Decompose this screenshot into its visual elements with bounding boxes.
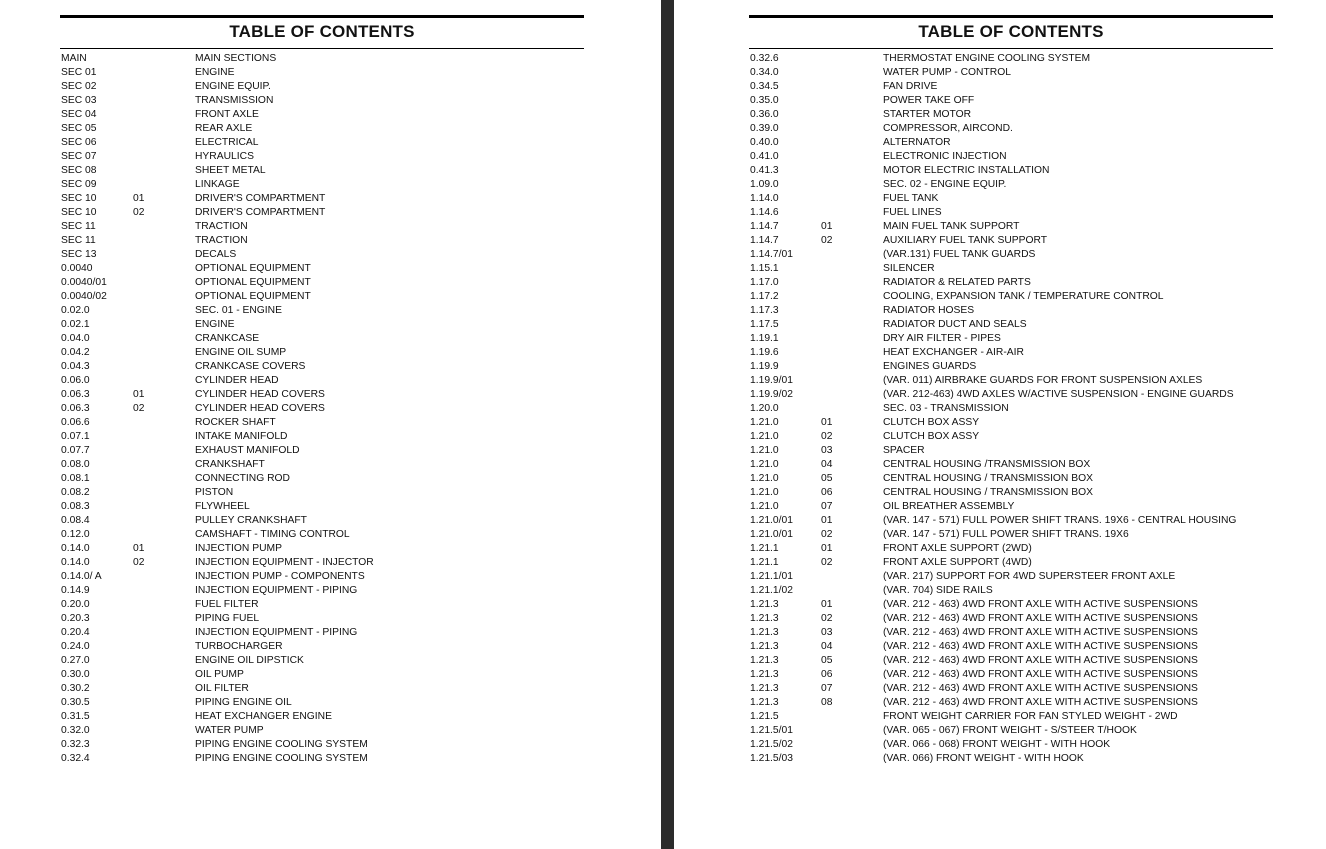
toc-entry-code: 1.21.3: [750, 627, 779, 638]
toc-entry-code: 0.14.9: [61, 585, 90, 596]
toc-entry-code: 1.21.0: [750, 431, 779, 442]
toc-entry-sub: 02: [821, 529, 833, 540]
toc-entry-title: (VAR. 217) SUPPORT FOR 4WD SUPERSTEER FRONT AXLE: [883, 571, 1176, 582]
toc-entry-title: SHEET METAL: [195, 165, 266, 176]
toc-entry-code: 1.14.7/01: [750, 249, 793, 260]
toc-entry-code: 0.14.0: [61, 557, 90, 568]
toc-entry-code: 1.21.0/01: [750, 515, 793, 526]
toc-entry-title: (VAR. 212 - 463) 4WD FRONT AXLE WITH ACTIVE SUSPENSIONS: [883, 669, 1198, 680]
toc-entry-title: PIPING ENGINE COOLING SYSTEM: [195, 753, 368, 764]
toc-entry-title: PIPING ENGINE COOLING SYSTEM: [195, 739, 368, 750]
toc-entry-title: HEAT EXCHANGER - AIR-AIR: [883, 347, 1024, 358]
toc-entry-code: 1.14.0: [750, 193, 779, 204]
toc-entry-title: WATER PUMP: [195, 725, 264, 736]
toc-entry-title: TRACTION: [195, 235, 248, 246]
toc-entry-code: 0.06.0: [61, 375, 90, 386]
toc-entry-code: 0.04.2: [61, 347, 90, 358]
toc-entry-title: MAIN SECTIONS: [195, 53, 277, 64]
toc-entry-title: OPTIONAL EQUIPMENT: [195, 291, 311, 302]
toc-entry-code: 1.21.0/01: [750, 529, 793, 540]
toc-entry-code: 0.30.0: [61, 669, 90, 680]
toc-entry-title: COMPRESSOR, AIRCOND.: [883, 123, 1013, 134]
toc-entry-code: 1.21.5/03: [750, 753, 793, 764]
toc-entry-code: 1.15.1: [750, 263, 779, 274]
toc-entry-code: 1.14.7: [750, 221, 779, 232]
toc-entry-title: ALTERNATOR: [883, 137, 951, 148]
toc-entry-code: 0.41.0: [750, 151, 779, 162]
left-page: [0, 0, 661, 849]
toc-entry-code: 0.20.0: [61, 599, 90, 610]
toc-entry-code: 1.21.1: [750, 557, 779, 568]
toc-entry-title: OIL FILTER: [195, 683, 249, 694]
toc-entry-title: SEC. 02 - ENGINE EQUIP.: [883, 179, 1007, 190]
toc-entry-code: 1.17.5: [750, 319, 779, 330]
toc-entry-code: 1.21.3: [750, 641, 779, 652]
toc-entry-title: FRONT AXLE SUPPORT (4WD): [883, 557, 1032, 568]
toc-entry-title: RADIATOR HOSES: [883, 305, 975, 316]
toc-entry-title: (VAR.131) FUEL TANK GUARDS: [883, 249, 1036, 260]
toc-entry-sub: 03: [821, 445, 833, 456]
toc-entry-code: SEC 08: [61, 165, 97, 176]
toc-entry-title: SPACER: [883, 445, 925, 456]
toc-entry-code: 0.02.1: [61, 319, 90, 330]
toc-entry-title: OIL PUMP: [195, 669, 244, 680]
toc-entry-code: 1.21.3: [750, 655, 779, 666]
toc-entry-title: DRIVER'S COMPARTMENT: [195, 193, 326, 204]
toc-entry-title: FUEL LINES: [883, 207, 942, 218]
toc-entry-title: ENGINE OIL DIPSTICK: [195, 655, 304, 666]
toc-entry-sub: 01: [821, 543, 833, 554]
toc-entry-code: 0.12.0: [61, 529, 90, 540]
toc-entry-sub: 03: [821, 627, 833, 638]
toc-entry-sub: 08: [821, 697, 833, 708]
toc-entry-code: 0.20.3: [61, 613, 90, 624]
toc-entry-sub: 02: [821, 235, 833, 246]
toc-entry-sub: 01: [821, 599, 833, 610]
toc-entry-code: SEC 03: [61, 95, 97, 106]
toc-entry-title: (VAR. 066 - 068) FRONT WEIGHT - WITH HOOK: [883, 739, 1111, 750]
toc-entry-code: 0.08.3: [61, 501, 90, 512]
toc-entry-sub: 01: [133, 389, 145, 400]
toc-entry-sub: 04: [821, 641, 833, 652]
toc-entry-code: SEC 06: [61, 137, 97, 148]
toc-entry-title: ROCKER SHAFT: [195, 417, 276, 428]
toc-entry-code: 0.06.3: [61, 389, 90, 400]
toc-entry-title: MOTOR ELECTRIC INSTALLATION: [883, 165, 1050, 176]
toc-entry-title: TURBOCHARGER: [195, 641, 283, 652]
toc-entry-code: 0.32.6: [750, 53, 779, 64]
toc-entry-title: (VAR. 147 - 571) FULL POWER SHIFT TRANS. 19X6 - CENTRAL HOUSING: [883, 515, 1237, 526]
toc-entry-title: FAN DRIVE: [883, 81, 938, 92]
toc-entry-code: 1.19.9: [750, 361, 779, 372]
toc-entry-code: 1.19.9/02: [750, 389, 793, 400]
toc-entry-code: 1.21.3: [750, 683, 779, 694]
toc-entry-title: INJECTION PUMP: [195, 543, 282, 554]
toc-entry-code: 0.34.0: [750, 67, 779, 78]
toc-entry-code: 1.19.9/01: [750, 375, 793, 386]
toc-entry-title: (VAR. 212 - 463) 4WD FRONT AXLE WITH ACTIVE SUSPENSIONS: [883, 697, 1198, 708]
toc-entry-code: 0.32.0: [61, 725, 90, 736]
toc-entry-sub: 07: [821, 683, 833, 694]
toc-entry-code: 0.20.4: [61, 627, 90, 638]
toc-entry-title: EXHAUST MANIFOLD: [195, 445, 300, 456]
toc-entry-sub: 05: [821, 473, 833, 484]
toc-entry-title: MAIN FUEL TANK SUPPORT: [883, 221, 1020, 232]
toc-entry-title: (VAR. 065 - 067) FRONT WEIGHT - S/STEER T/HOOK: [883, 725, 1137, 736]
toc-entry-code: 1.21.3: [750, 697, 779, 708]
toc-entry-title: FRONT AXLE: [195, 109, 259, 120]
left-page-title: TABLE OF CONTENTS: [229, 22, 415, 41]
toc-entry-sub: 01: [821, 221, 833, 232]
toc-entry-code: SEC 10: [61, 193, 97, 204]
toc-entry-title: ENGINE OIL SUMP: [195, 347, 287, 358]
toc-entry-title: RADIATOR & RELATED PARTS: [883, 277, 1031, 288]
toc-entry-code: 1.21.0: [750, 501, 779, 512]
toc-entry-code: 1.09.0: [750, 179, 779, 190]
toc-entry-code: 0.32.4: [61, 753, 90, 764]
right-page-title: TABLE OF CONTENTS: [918, 22, 1104, 41]
toc-entry-code: 1.21.5/02: [750, 739, 793, 750]
toc-entry-code: 0.27.0: [61, 655, 90, 666]
toc-entry-code: SEC 02: [61, 81, 97, 92]
toc-entry-title: DRY AIR FILTER - PIPES: [883, 333, 1001, 344]
toc-entry-code: SEC 01: [61, 67, 97, 78]
toc-entry-code: 1.19.6: [750, 347, 779, 358]
toc-entry-title: CYLINDER HEAD COVERS: [195, 389, 325, 400]
toc-entry-title: (VAR. 212 - 463) 4WD FRONT AXLE WITH ACTIVE SUSPENSIONS: [883, 655, 1198, 666]
toc-entry-sub: 01: [133, 543, 145, 554]
toc-entry-sub: 07: [821, 501, 833, 512]
right-page-header: [749, 15, 1273, 49]
toc-entry-title: DRIVER'S COMPARTMENT: [195, 207, 326, 218]
left-page-header: [60, 15, 584, 49]
toc-entry-title: INJECTION EQUIPMENT - PIPING: [195, 585, 358, 596]
toc-entry-code: 0.41.3: [750, 165, 779, 176]
toc-entry-code: SEC 09: [61, 179, 97, 190]
toc-entry-title: POWER TAKE OFF: [883, 95, 975, 106]
toc-entry-code: 0.32.3: [61, 739, 90, 750]
toc-entry-title: INJECTION PUMP - COMPONENTS: [195, 571, 365, 582]
toc-entry-sub: 04: [821, 459, 833, 470]
toc-entry-sub: 01: [821, 515, 833, 526]
toc-entry-code: 1.21.3: [750, 613, 779, 624]
toc-entry-code: 1.21.5/01: [750, 725, 793, 736]
toc-entry-title: ENGINES GUARDS: [883, 361, 977, 372]
toc-entry-code: 0.0040/01: [61, 277, 107, 288]
toc-entry-code: 0.30.5: [61, 697, 90, 708]
toc-entry-code: 1.21.0: [750, 487, 779, 498]
toc-entry-sub: 02: [133, 557, 145, 568]
toc-entry-sub: 01: [133, 193, 145, 204]
toc-entry-title: FLYWHEEL: [195, 501, 250, 512]
toc-entry-code: 0.04.0: [61, 333, 90, 344]
toc-entry-code: SEC 04: [61, 109, 97, 120]
toc-entry-code: 0.02.0: [61, 305, 90, 316]
toc-entry-code: 0.07.1: [61, 431, 90, 442]
toc-entry-title: (VAR. 011) AIRBRAKE GUARDS FOR FRONT SUSPENSION AXLES: [883, 375, 1203, 386]
toc-entry-code: 1.14.7: [750, 235, 779, 246]
toc-entry-code: 0.34.5: [750, 81, 779, 92]
toc-entry-code: SEC 07: [61, 151, 97, 162]
toc-entry-code: SEC 10: [61, 207, 97, 218]
toc-entry-title: ELECTRICAL: [195, 137, 259, 148]
toc-entry-code: 1.14.6: [750, 207, 779, 218]
toc-entry-title: (VAR. 147 - 571) FULL POWER SHIFT TRANS. 19X6: [883, 529, 1129, 540]
toc-entry-title: (VAR. 212 - 463) 4WD FRONT AXLE WITH ACTIVE SUSPENSIONS: [883, 627, 1198, 638]
toc-entry-code: 0.39.0: [750, 123, 779, 134]
toc-entry-title: RADIATOR DUCT AND SEALS: [883, 319, 1027, 330]
toc-entry-code: 1.21.1/02: [750, 585, 793, 596]
toc-entry-title: REAR AXLE: [195, 123, 253, 134]
toc-entry-title: INJECTION EQUIPMENT - PIPING: [195, 627, 358, 638]
toc-entry-title: SILENCER: [883, 263, 935, 274]
toc-entry-code: SEC 05: [61, 123, 97, 134]
toc-entry-title: FUEL TANK: [883, 193, 939, 204]
toc-entry-code: 0.14.0: [61, 543, 90, 554]
toc-entry-title: PISTON: [195, 487, 234, 498]
toc-entry-title: ELECTRONIC INJECTION: [883, 151, 1007, 162]
toc-entry-title: CRANKCASE: [195, 333, 260, 344]
toc-entry-code: SEC 11: [61, 235, 96, 246]
toc-entry-title: HYRAULICS: [195, 151, 254, 162]
toc-entry-code: SEC 11: [61, 221, 96, 232]
toc-entry-code: 0.14.0/ A: [61, 571, 102, 582]
toc-entry-code: 1.19.1: [750, 333, 779, 344]
toc-entry-title: FRONT AXLE SUPPORT (2WD): [883, 543, 1032, 554]
toc-entry-code: 0.07.7: [61, 445, 90, 456]
toc-entry-title: INTAKE MANIFOLD: [195, 431, 288, 442]
toc-entry-code: 1.21.0: [750, 445, 779, 456]
toc-entry-title: FUEL FILTER: [195, 599, 259, 610]
toc-entry-sub: 01: [821, 417, 833, 428]
toc-entry-title: (VAR. 212 - 463) 4WD FRONT AXLE WITH ACTIVE SUSPENSIONS: [883, 641, 1198, 652]
toc-entry-title: CLUTCH BOX ASSY: [883, 417, 980, 428]
toc-entry-title: ENGINE EQUIP.: [195, 81, 271, 92]
toc-entry-title: WATER PUMP - CONTROL: [883, 67, 1011, 78]
toc-entry-sub: 05: [821, 655, 833, 666]
toc-entry-title: PIPING FUEL: [195, 613, 260, 624]
toc-entry-title: PULLEY CRANKSHAFT: [195, 515, 307, 526]
page-gutter: [661, 0, 674, 849]
toc-entry-title: (VAR. 066) FRONT WEIGHT - WITH HOOK: [883, 753, 1084, 764]
toc-entry-code: 0.04.3: [61, 361, 90, 372]
toc-entry-code: 0.08.2: [61, 487, 90, 498]
toc-entry-code: 0.06.6: [61, 417, 90, 428]
toc-entry-title: INJECTION EQUIPMENT - INJECTOR: [195, 557, 374, 568]
toc-entry-code: 1.21.5: [750, 711, 779, 722]
toc-entry-code: 0.08.0: [61, 459, 90, 470]
toc-entry-title: LINKAGE: [195, 179, 240, 190]
toc-entry-title: PIPING ENGINE OIL: [195, 697, 292, 708]
toc-entry-title: CYLINDER HEAD COVERS: [195, 403, 325, 414]
toc-entry-title: OPTIONAL EQUIPMENT: [195, 263, 311, 274]
toc-entry-sub: 06: [821, 669, 833, 680]
toc-entry-code: 1.21.1: [750, 543, 779, 554]
toc-entry-title: ENGINE: [195, 319, 235, 330]
toc-entry-code: 1.20.0: [750, 403, 779, 414]
toc-entry-code: 0.08.1: [61, 473, 90, 484]
toc-entry-code: 0.0040: [61, 263, 93, 274]
toc-entry-code: 0.31.5: [61, 711, 90, 722]
toc-entry-title: (VAR. 212 - 463) 4WD FRONT AXLE WITH ACTIVE SUSPENSIONS: [883, 599, 1198, 610]
right-page: [674, 0, 1326, 849]
toc-entry-sub: 02: [133, 403, 145, 414]
toc-entry-code: 1.17.2: [750, 291, 779, 302]
toc-entry-title: OPTIONAL EQUIPMENT: [195, 277, 311, 288]
toc-entry-title: CLUTCH BOX ASSY: [883, 431, 980, 442]
toc-entry-title: TRACTION: [195, 221, 248, 232]
toc-entry-title: OIL BREATHER ASSEMBLY: [883, 501, 1015, 512]
toc-entry-title: CENTRAL HOUSING /TRANSMISSION BOX: [883, 459, 1091, 470]
toc-entry-code: 1.17.3: [750, 305, 779, 316]
toc-entry-title: ENGINE: [195, 67, 235, 78]
toc-entry-code: 0.08.4: [61, 515, 90, 526]
toc-entry-title: COOLING, EXPANSION TANK / TEMPERATURE CONTROL: [883, 291, 1164, 302]
toc-entry-code: 0.24.0: [61, 641, 90, 652]
toc-entry-title: STARTER MOTOR: [883, 109, 972, 120]
toc-entry-title: (VAR. 704) SIDE RAILS: [883, 585, 993, 596]
toc-entry-title: (VAR. 212 - 463) 4WD FRONT AXLE WITH ACTIVE SUSPENSIONS: [883, 613, 1198, 624]
toc-entry-code: SEC 13: [61, 249, 97, 260]
toc-entry-title: SEC. 01 - ENGINE: [195, 305, 282, 316]
toc-entry-title: CONNECTING ROD: [195, 473, 290, 484]
toc-entry-title: HEAT EXCHANGER ENGINE: [195, 711, 332, 722]
toc-entry-title: CRANKCASE COVERS: [195, 361, 306, 372]
toc-entry-code: MAIN: [61, 53, 87, 64]
toc-entry-title: CAMSHAFT - TIMING CONTROL: [195, 529, 350, 540]
toc-entry-code: 0.40.0: [750, 137, 779, 148]
toc-entry-title: DECALS: [195, 249, 237, 260]
toc-entry-title: CRANKSHAFT: [195, 459, 265, 470]
toc-entry-code: 1.21.3: [750, 599, 779, 610]
toc-entry-sub: 02: [133, 207, 145, 218]
toc-entry-title: CYLINDER HEAD: [195, 375, 279, 386]
toc-entry-code: 1.21.3: [750, 669, 779, 680]
toc-entry-title: FRONT WEIGHT CARRIER FOR FAN STYLED WEIGHT - 2WD: [883, 711, 1178, 722]
toc-entry-code: 0.0040/02: [61, 291, 107, 302]
toc-entry-title: (VAR. 212-463) 4WD AXLES W/ACTIVE SUSPENSION - ENGINE GUARDS: [883, 389, 1234, 400]
toc-entry-title: CENTRAL HOUSING / TRANSMISSION BOX: [883, 487, 1093, 498]
toc-entry-code: 0.35.0: [750, 95, 779, 106]
toc-entry-title: THERMOSTAT ENGINE COOLING SYSTEM: [883, 53, 1091, 64]
toc-entry-title: SEC. 03 - TRANSMISSION: [883, 403, 1009, 414]
toc-entry-title: (VAR. 212 - 463) 4WD FRONT AXLE WITH ACTIVE SUSPENSIONS: [883, 683, 1198, 694]
toc-entry-sub: 06: [821, 487, 833, 498]
toc-entry-sub: 02: [821, 613, 833, 624]
toc-entry-code: 1.21.0: [750, 417, 779, 428]
toc-entry-code: 0.06.3: [61, 403, 90, 414]
toc-entry-code: 1.21.0: [750, 459, 779, 470]
toc-entry-code: 0.30.2: [61, 683, 90, 694]
toc-entry-code: 1.21.0: [750, 473, 779, 484]
toc-entry-sub: 02: [821, 431, 833, 442]
toc-entry-code: 1.21.1/01: [750, 571, 793, 582]
toc-entry-sub: 02: [821, 557, 833, 568]
toc-entry-code: 1.17.0: [750, 277, 779, 288]
toc-entry-title: AUXILIARY FUEL TANK SUPPORT: [883, 235, 1048, 246]
toc-entry-code: 0.36.0: [750, 109, 779, 120]
toc-entry-title: TRANSMISSION: [195, 95, 274, 106]
toc-entry-title: CENTRAL HOUSING / TRANSMISSION BOX: [883, 473, 1093, 484]
